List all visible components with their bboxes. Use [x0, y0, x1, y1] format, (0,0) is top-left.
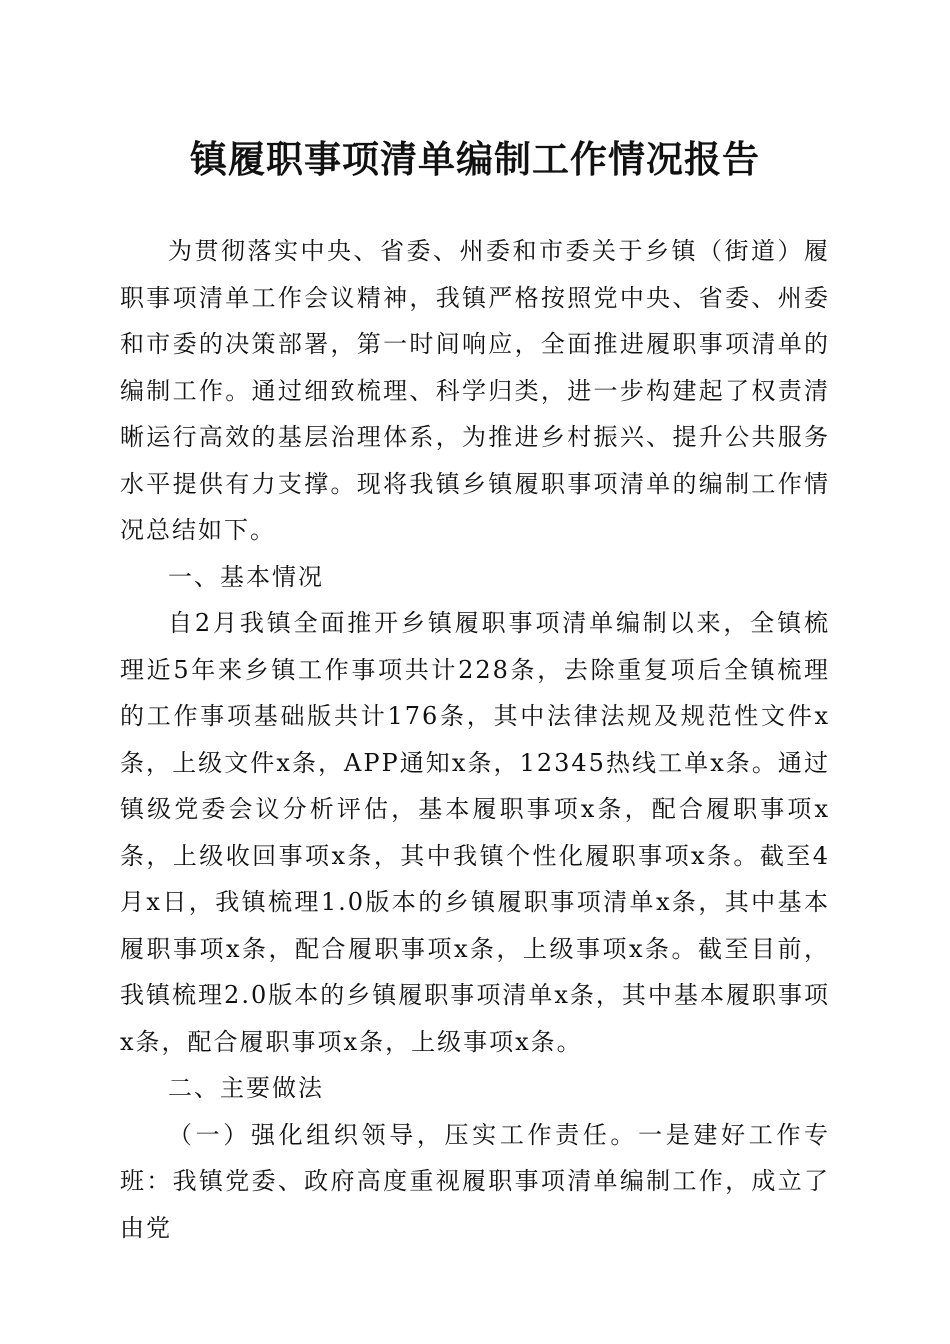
document-body [120, 228, 830, 1251]
section-heading-basic-situation: 一、基本情况 [168, 562, 324, 591]
main-practices-paragraph: （一）强化组织领导，压实工作责任。一是建好工作专班：我镇党委、政府高度重视履职事项清单编制工作，成立了由党 [120, 1120, 830, 1242]
document-title: 镇履职事项清单编制工作情况报告 [190, 137, 760, 181]
intro-paragraph: 为贯彻落实中央、省委、州委和市委关于乡镇（街道）履职事项清单工作会议精神，我镇严格按照党中央、省委、州委和市委的决策部署，第一时间响应，全面推进履职事项清单的编制工作。通过细致梳理、科学归类，进一步构建起了权责清晰运行高效的基层治理体系，为推进乡村振兴、提升公共服务水平提供有力支撑。现将我镇乡镇履职事项清单的编制工作情况总结如下。 [120, 237, 830, 544]
basic-situation-paragraph: 自2月我镇全面推开乡镇履职事项清单编制以来，全镇梳理近5年来乡镇工作事项共计228条，去除重复项后全镇梳理的工作事项基础版共计176条，其中法律法规及规范性文件x条，上级文件x条，APP通知x条，12345热线工单x条。通过镇级党委会议分析评估，基本履职事项x条，配合履职事项x条，上级收回事项x条，其中我镇个性化履职事项x条。截至4月x日，我镇梳理1.0版本的乡镇履职事项清单x条，其中基本履职事项x条，配合履职事项x条，上级事项x条。截至目前，我镇梳理2.0版本的乡镇履职事项清单x条，其中基本履职事项x条，配合履职事项x条，上级事项x条。 [120, 609, 830, 1056]
section-heading-main-practices: 二、主要做法 [168, 1074, 324, 1102]
